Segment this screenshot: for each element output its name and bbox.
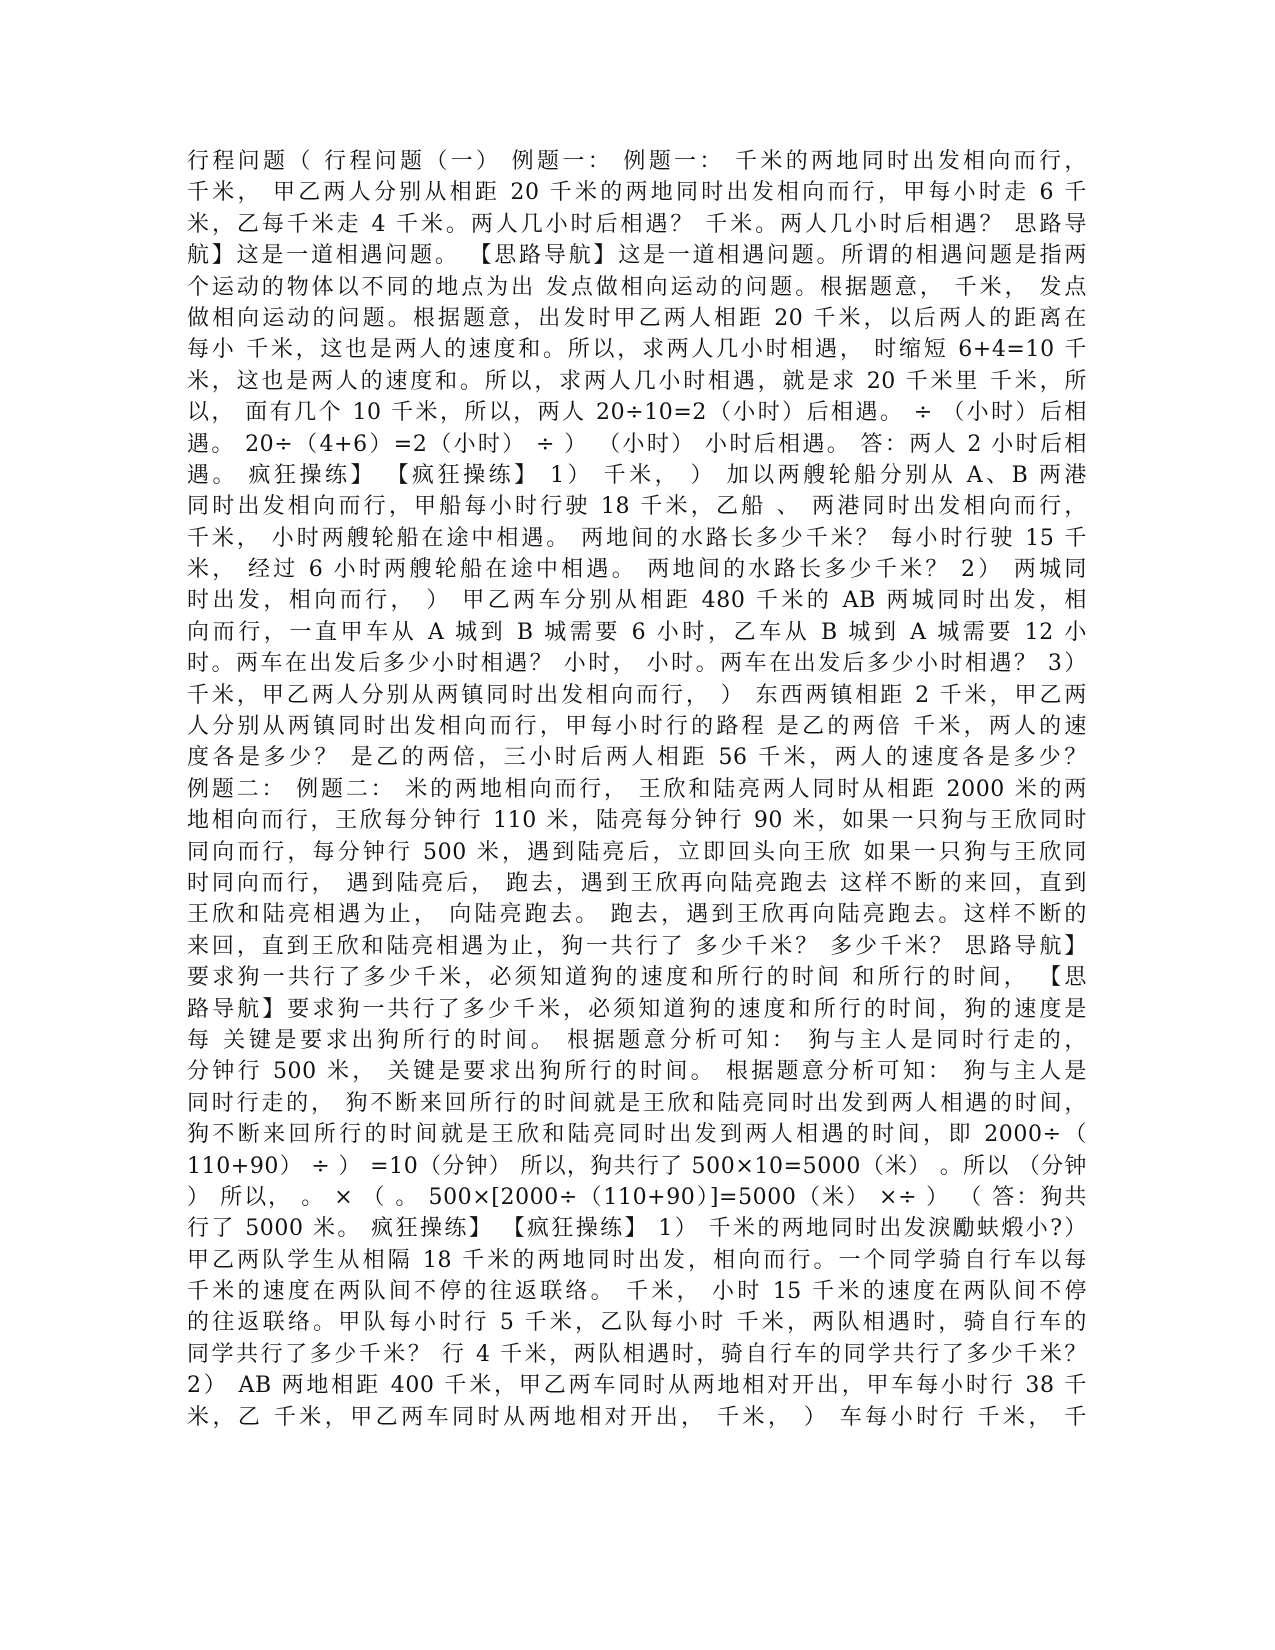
text-line: 甲乙两队学生从相隔 18 千米的两地同时出发，相向而行。一个同学骑自行车以每 [187, 1247, 1087, 1273]
text-line: 航】这是一道相遇问题。 【思路导航】这是一道相遇问题。所谓的相遇问题是指两 [187, 243, 1087, 269]
text-line: 同时行走的， 狗不断来回所行的时间就是王欣和陆亮同时出发到两人相遇的时间， [187, 1090, 1087, 1116]
text-line: 千米，甲乙两人分别从两镇同时出发相向而行， ） 东西两镇相距 2 千米，甲乙两 [187, 682, 1087, 708]
text-line: 米，这也是两人的速度和。所以，求两人几小时相遇，就是求 20 千米里 千米，所 [187, 368, 1087, 394]
text-line: 遇。 20÷（4+6）=2（小时） ÷ ） （小时） 小时后相遇。 答：两人 2 小时后相 [187, 431, 1087, 457]
text-line: 路导航】要求狗一共行了多少千米，必须知道狗的速度和所行的时间，狗的速度是 [187, 996, 1087, 1022]
text-line: 向而行，一直甲车从 A 城到 B 城需要 6 小时，乙车从 B 城到 A 城需要 12 小 [187, 619, 1087, 645]
text-line: 同时出发相向而行，甲船每小时行驶 18 千米，乙船 、 两港同时出发相向而行， [187, 494, 1087, 520]
text-line: 同学共行了多少千米？ 行 4 千米，两队相遇时，骑自行车的同学共行了多少千米？ [187, 1341, 1087, 1367]
text-line: 千米的速度在两队间不停的往返联络。 千米， 小时 15 千米的速度在两队间不停 [187, 1279, 1087, 1305]
text-line: 个运动的物体以不同的地点为出 发点做相向运动的问题。根据题意， 千米， 发点 [187, 274, 1087, 300]
text-line: 以， 面有几个 10 千米，所以，两人 20÷10=2（小时）后相遇。 ÷ （小时）后相 [187, 400, 1087, 426]
text-line: 米，乙 千米，甲乙两车同时从两地相对开出， 千米， ） 车每小时行 千米， 千 [187, 1404, 1087, 1430]
text-line: 地相向而行，王欣每分钟行 110 米，陆亮每分钟行 90 米，如果一只狗与王欣同时 [187, 808, 1087, 834]
text-line: 每 关键是要求出狗所行的时间。 根据题意分析可知： 狗与主人是同时行走的， [187, 1027, 1087, 1053]
text-line: 人分别从两镇同时出发相向而行，甲每小时行的路程 是乙的两倍 千米，两人的速 [187, 714, 1087, 740]
text-line: 做相向运动的问题。根据题意，出发时甲乙两人相距 20 千米，以后两人的距离在 [187, 305, 1087, 331]
text-line: 狗不断来回所行的时间就是王欣和陆亮同时出发到两人相遇的时间，即 2000÷（ [187, 1122, 1087, 1148]
text-line: 例题二： 例题二： 米的两地相向而行， 王欣和陆亮两人同时从相距 2000 米的两 [187, 776, 1087, 802]
text-line: 时同向而行， 遇到陆亮后， 跑去，遇到王欣再向陆亮跑去 这样不断的来回，直到 [187, 870, 1087, 896]
text-line: 同向而行，每分钟行 500 米，遇到陆亮后，立即回头向王欣 如果一只狗与王欣同 [187, 839, 1087, 865]
text-line: ） 所以， 。 × （ 。 500×[2000÷（110+90）]=5000（米） ×÷ ） （ 答：狗共 [187, 1184, 1087, 1210]
text-line: 行了 5000 米。 疯狂操练】 【疯狂操练】 1） 千米的两地同时出发淚勵蚨煅小?） [187, 1216, 1087, 1242]
text-line: 千米， 小时两艘轮船在途中相遇。 两地间的水路长多少千米？ 每小时行驶 15 千 [187, 525, 1087, 551]
text-line: 千米， 甲乙两人分别从相距 20 千米的两地同时出发相向而行，甲每小时走 6 千 [187, 180, 1087, 206]
text-line: 2） AB 两地相距 400 千米，甲乙两车同时从两地相对开出，甲车每小时行 38 千 [187, 1373, 1087, 1399]
text-line: 时。两车在出发后多少小时相遇？ 小时， 小时。两车在出发后多少小时相遇？ 3） [187, 651, 1087, 677]
document-body [187, 146, 1087, 1433]
text-line: 度各是多少？ 是乙的两倍，三小时后两人相距 56 千米，两人的速度各是多少？ [187, 745, 1087, 771]
text-line: 来回，直到王欣和陆亮相遇为止，狗一共行了 多少千米？ 多少千米？ 思路导航】 [187, 933, 1087, 959]
text-line: 王欣和陆亮相遇为止， 向陆亮跑去。 跑去，遇到王欣再向陆亮跑去。这样不断的 [187, 902, 1087, 928]
text-line: 分钟行 500 米， 关键是要求出狗所行的时间。 根据题意分析可知： 狗与主人是 [187, 1059, 1087, 1085]
text-line: 时出发，相向而行， ） 甲乙两车分别从相距 480 千米的 AB 两城同时出发，相 [187, 588, 1087, 614]
text-line: 行程问题（ 行程问题（一） 例题一： 例题一： 千米的两地同时出发相向而行， [187, 149, 1087, 174]
text-line: 米，乙每千米走 4 千米。两人几小时后相遇？ 千米。两人几小时后相遇？ 思路导 [187, 211, 1087, 237]
text-line: 110+90） ÷ ） =10（分钟） 所以，狗共行了 500×10=5000（米） 。所以 （分钟 [187, 1153, 1087, 1179]
text-line: 每小 千米，这也是两人的速度和。所以，求两人几小时相遇， 时缩短 6+4=10 千 [187, 337, 1087, 363]
text-line: 要求狗一共行了多少千米，必须知道狗的速度和所行的时间 和所行的时间， 【思 [187, 965, 1087, 991]
text-line: 的往返联络。甲队每小时行 5 千米，乙队每小时 千米，两队相遇时，骑自行车的 [187, 1310, 1087, 1336]
text-line: 遇。 疯狂操练】 【疯狂操练】 1） 千米， ） 加以两艘轮船分别从 A、B 两港 [187, 462, 1087, 488]
text-line: 米， 经过 6 小时两艘轮船在途中相遇。 两地间的水路长多少千米？ 2） 两城同 [187, 557, 1087, 583]
